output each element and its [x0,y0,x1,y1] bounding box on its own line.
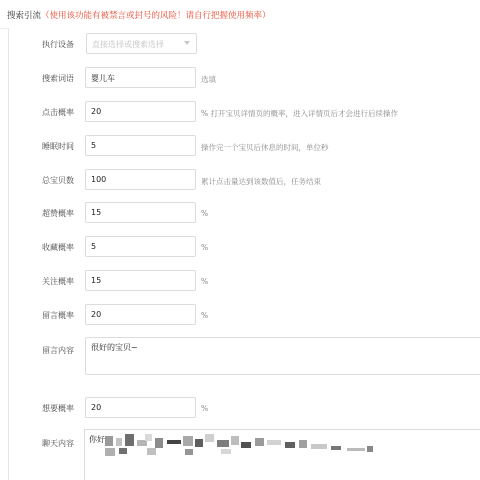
follow-rate-input[interactable]: 15 [85,270,196,291]
comment-rate-label: 留言概率 [42,311,74,320]
favorite-rate-input[interactable]: 5 [85,236,196,257]
like-rate-input[interactable]: 15 [85,202,196,223]
task-form [8,28,480,480]
total-items-label: 总宝贝数 [42,176,74,185]
comment-rate-input[interactable]: 20 [85,304,196,325]
keyword-hint: 选填 [201,75,216,84]
want-rate-unit: % [201,404,209,413]
follow-rate-label: 关注概率 [42,277,74,286]
device-placeholder: 直接选择或搜索选择 [92,40,164,49]
click-rate-label: 点击概率 [42,108,74,117]
comment-content-textarea[interactable]: 很好的宝贝~ [85,337,480,375]
total-items-input[interactable]: 100 [85,169,196,190]
follow-rate-unit: % [201,277,209,286]
total-items-hint: 累计点击量达到该数值后，任务结束 [201,177,321,186]
section-title-text: 搜索引流 [7,11,42,21]
want-rate-input[interactable]: 20 [85,397,196,418]
click-rate-hint: % 打开宝贝详情页的概率，进入详情页后才会进行后续操作 [201,109,399,118]
sleep-time-hint: 操作完一个宝贝后休息的时间，单位秒 [201,143,329,152]
device-select[interactable] [86,33,197,54]
chat-content-textarea[interactable] [84,429,480,480]
sleep-time-label: 睡眠时间 [42,142,74,151]
favorite-rate-label: 收藏概率 [42,243,74,252]
comment-content-label: 留言内容 [42,346,74,355]
want-rate-label: 想要概率 [42,404,74,413]
chat-content-label: 聊天内容 [42,439,74,448]
comment-rate-unit: % [201,311,209,320]
chevron-down-icon [184,41,190,45]
click-rate-input[interactable]: 20 [85,101,196,122]
keyword-label: 搜索词语 [42,74,74,83]
chat-content-text: 你好 [89,435,105,444]
section-title [7,9,271,21]
sleep-time-input[interactable]: 5 [85,135,196,156]
risk-warning: （使用该功能有被禁言或封号的风险！请自行把握使用频率） [41,11,271,21]
section-header [0,0,480,29]
like-rate-label: 超赞概率 [42,209,74,218]
favorite-rate-unit: % [201,243,209,252]
device-label: 执行设备 [42,40,74,49]
like-rate-unit: % [201,209,209,218]
keyword-input[interactable]: 婴儿车 [85,67,196,88]
